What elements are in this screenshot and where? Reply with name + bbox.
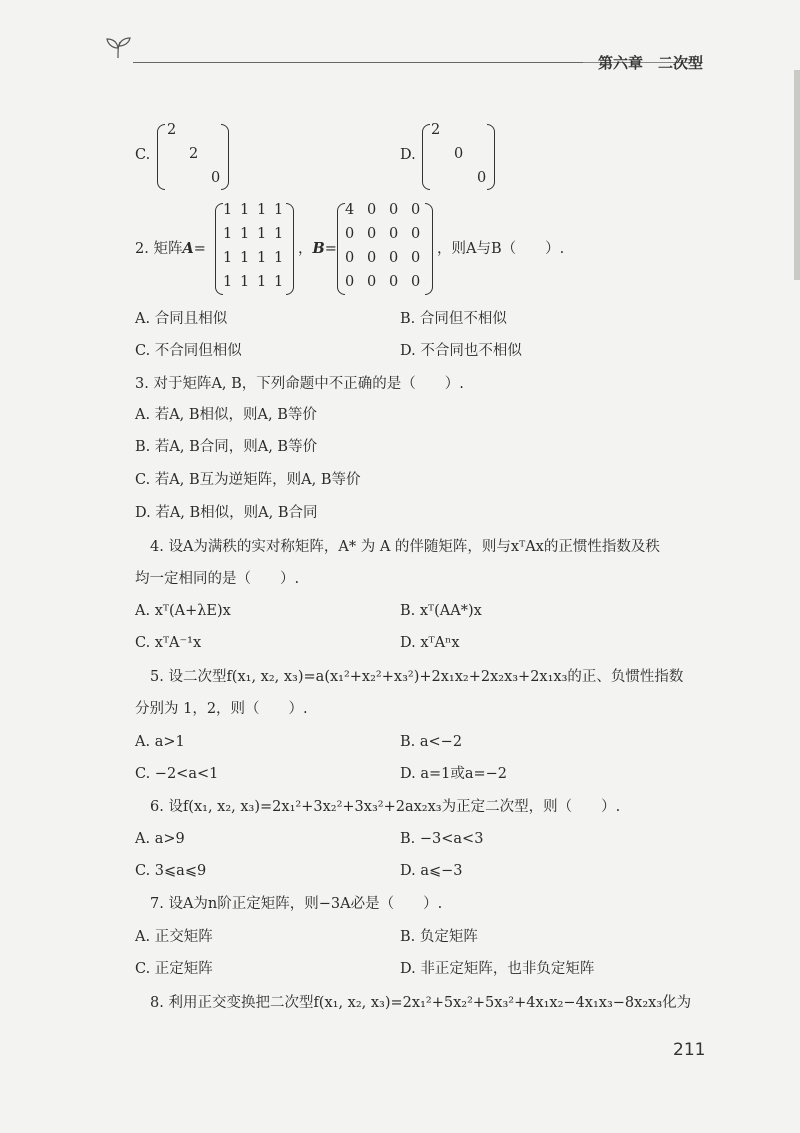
q1-d-entry: 0	[454, 146, 464, 162]
q3-option-b: B. 若A, B合同，则A, B等价	[135, 439, 318, 455]
page-edge	[794, 70, 800, 280]
q2-matrix-a-entry: 1	[257, 226, 267, 242]
q2-matrix-a-entry: 1	[257, 202, 267, 218]
q5-option-a: A. a>1	[135, 734, 185, 750]
q1-option-c-label: C.	[135, 147, 151, 163]
q7-option-a: A. 正交矩阵	[135, 929, 213, 945]
q2-b-lead: ，B=	[298, 240, 337, 257]
q2-matrix-b-entry: 0	[389, 250, 399, 266]
q1-c-left-bracket	[157, 124, 165, 190]
q2-option-c: C. 不合同但相似	[135, 343, 242, 359]
q2-matrix-a-entry: 1	[257, 250, 267, 266]
q2-matrix-b-entry: 0	[411, 250, 421, 266]
q1-c-entry: 2	[167, 122, 177, 138]
leaf-icon	[104, 36, 134, 60]
q2-matrix-b-entry: 0	[345, 226, 355, 242]
q6-option-b: B. −3<a<3	[400, 831, 484, 847]
q7-option-d: D. 非正定矩阵，也非负定矩阵	[400, 961, 595, 977]
q6-option-a: A. a>9	[135, 831, 185, 847]
q1-c-entry: 0	[211, 170, 221, 186]
q3-option-d: D. 若A, B相似，则A, B合同	[135, 505, 318, 521]
q5-option-c: C. −2<a<1	[135, 766, 219, 782]
q6-option-c: C. 3⩽a⩽9	[135, 863, 207, 879]
q2-option-a: A. 合同且相似	[135, 311, 228, 327]
q2-matrix-a-entry: 1	[223, 202, 233, 218]
q2-b-left-bracket	[337, 203, 345, 295]
q2-matrix-a-entry: 1	[240, 274, 250, 290]
chapter-title: 第六章 二次型	[598, 54, 704, 72]
q2-matrix-b-entry: 0	[367, 250, 377, 266]
q2-a-right-bracket	[286, 203, 294, 295]
q2-matrix-b-entry: 0	[345, 250, 355, 266]
q1-d-entry: 0	[477, 170, 487, 186]
q2-lead-text: 2. 矩阵	[135, 241, 183, 257]
q2-matrix-a-entry: 1	[223, 226, 233, 242]
q5-stem-line2: 分别为 1，2，则（ ）.	[135, 701, 308, 717]
q2-option-d: D. 不合同也不相似	[400, 343, 522, 359]
q2-matrix-b-entry: 0	[345, 274, 355, 290]
q2-lead: 2. 矩阵A=	[135, 240, 206, 257]
q4-option-a: A. xᵀ(A+λE)x	[135, 603, 231, 619]
q1-c-right-bracket	[221, 124, 229, 190]
q2-matrix-a-entry: 1	[274, 250, 284, 266]
page-number: 211	[673, 1040, 706, 1060]
q2-matrix-b-entry: 0	[389, 226, 399, 242]
q2-matrix-b-entry: 0	[367, 274, 377, 290]
q7-option-b: B. 负定矩阵	[400, 929, 478, 945]
q1-d-entry: 2	[431, 122, 441, 138]
q2-matrix-a-entry: 1	[274, 274, 284, 290]
q2-matrix-b-entry: 0	[411, 202, 421, 218]
q4-option-b: B. xᵀ(AA*)x	[400, 603, 482, 619]
q2-matrix-b-entry: 0	[389, 274, 399, 290]
q2-matrix-a-entry: 1	[240, 202, 250, 218]
q2-a-left-bracket	[215, 203, 223, 295]
q2-matrix-b-entry: 0	[411, 226, 421, 242]
q8-stem: 8. 利用正交变换把二次型f(x₁, x₂, x₃)=2x₁²+5x₂²+5x₃²+4x₁x₂−4x₁x₃−8x₂x₃化为	[150, 995, 692, 1011]
q7-option-c: C. 正定矩阵	[135, 961, 213, 977]
q5-option-d: D. a=1或a=−2	[400, 766, 508, 782]
q4-stem-line2: 均一定相同的是（ ）.	[135, 571, 300, 587]
q2-matrix-a-entry: 1	[223, 274, 233, 290]
q1-d-right-bracket	[487, 124, 495, 190]
q3-stem: 3. 对于矩阵A, B，下列命题中不正确的是（ ）.	[135, 376, 464, 392]
q2-matrix-b-entry: 0	[367, 226, 377, 242]
q2-matrix-a-entry: 1	[257, 274, 267, 290]
q2-matrix-a-entry: 1	[240, 226, 250, 242]
q1-option-d-label: D.	[400, 147, 416, 163]
q4-stem-line1: 4. 设A为满秩的实对称矩阵，A* 为 A 的伴随矩阵，则与xᵀAx的正惯性指数及秩	[150, 539, 660, 555]
q2-matrix-a-entry: 1	[240, 250, 250, 266]
q3-option-a: A. 若A, B相似，则A, B等价	[135, 407, 317, 423]
q2-matrix-b-entry: 4	[345, 202, 355, 218]
q2-var-a: A	[182, 240, 194, 257]
q2-matrix-b-entry: 0	[411, 274, 421, 290]
header-rule	[133, 62, 583, 63]
q2-b-right-bracket	[425, 203, 433, 295]
q1-d-left-bracket	[422, 124, 430, 190]
q3-option-c: C. 若A, B互为逆矩阵，则A, B等价	[135, 472, 361, 488]
q7-stem: 7. 设A为n阶正定矩阵，则−3A必是（ ）.	[150, 896, 443, 912]
q4-option-d: D. xᵀAⁿx	[400, 635, 460, 651]
q2-matrix-a-entry: 1	[274, 226, 284, 242]
q5-stem-line1: 5. 设二次型f(x₁, x₂, x₃)=a(x₁²+x₂²+x₃²)+2x₁x₂+2x₂x₃+2x₁x₃的正、负惯性指数	[150, 669, 684, 685]
q2-option-b: B. 合同但不相似	[400, 311, 507, 327]
q6-option-d: D. a⩽−3	[400, 863, 463, 879]
q1-c-entry: 2	[189, 146, 199, 162]
q2-matrix-b-entry: 0	[367, 202, 377, 218]
q4-option-c: C. xᵀA⁻¹x	[135, 635, 202, 651]
q2-tail: ，则A与B（ ）.	[437, 241, 565, 257]
q6-stem: 6. 设f(x₁, x₂, x₃)=2x₁²+3x₂²+3x₃²+2ax₂x₃为正定二次型，则（ ）.	[150, 799, 621, 815]
q2-matrix-a-entry: 1	[274, 202, 284, 218]
q2-matrix-b-entry: 0	[389, 202, 399, 218]
q2-matrix-a-entry: 1	[223, 250, 233, 266]
q5-option-b: B. a<−2	[400, 734, 463, 750]
q2-var-b: B	[312, 240, 325, 257]
